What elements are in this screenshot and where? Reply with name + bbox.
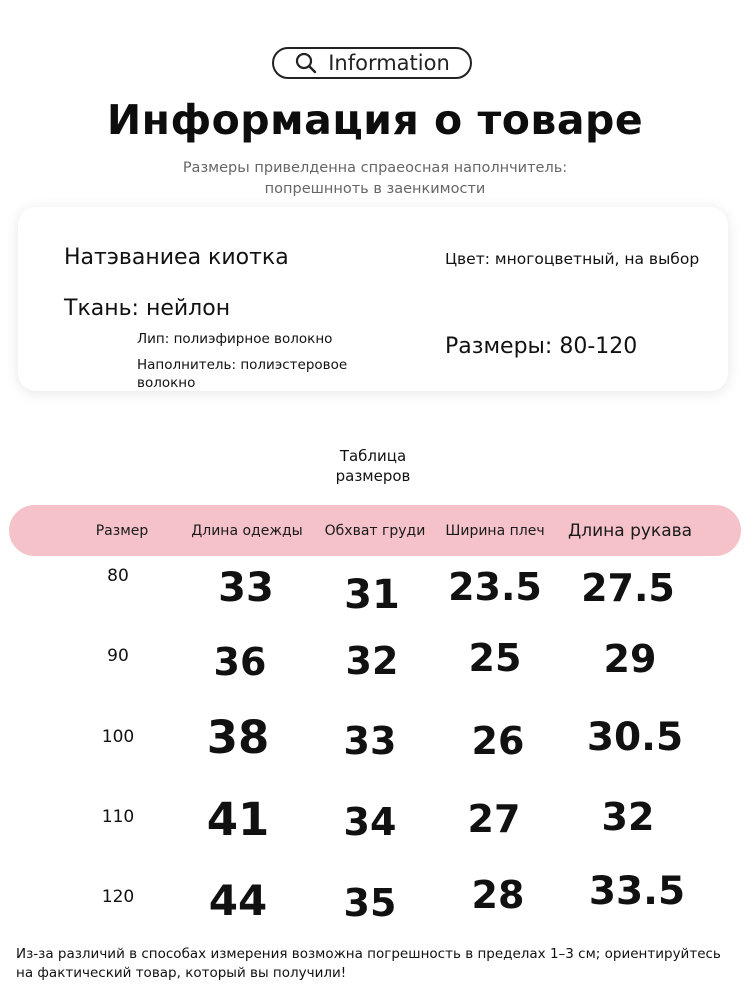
table-cell-size: 100 <box>101 727 135 747</box>
table-cell-size: 90 <box>107 646 129 666</box>
information-pill <box>272 47 472 79</box>
product-color: Цвет: многоцветный, на выбор <box>445 250 700 268</box>
table-cell-length: 38 <box>206 711 270 764</box>
table-cell-shoulder: 26 <box>471 719 525 763</box>
table-cell-length: 36 <box>213 640 267 684</box>
table-cell-shoulder: 25 <box>468 636 522 680</box>
subtitle <box>0 158 750 200</box>
product-name: Натэваниеа киотка <box>64 245 289 270</box>
table-cell-length: 44 <box>208 876 268 925</box>
table-cell-shoulder: 23.5 <box>448 565 542 609</box>
table-cell-sleeve: 33.5 <box>588 869 686 914</box>
table-cell-chest: 34 <box>343 800 397 844</box>
column-header-length: Длина одежды <box>191 522 303 539</box>
page-title: Информация о товаре <box>106 96 644 144</box>
table-cell-length: 41 <box>206 793 270 846</box>
table-cell-length: 33 <box>218 565 274 611</box>
caption-line-1: Таблица <box>339 447 407 465</box>
table-cell-sleeve: 27.5 <box>581 566 675 610</box>
column-header-sleeve: Длина рукава <box>567 520 693 541</box>
measurement-note: Из-за различий в способах измерения возможна погрешность в пределах 1–3 см; ориентируйтесь на фактический товар, который вы получили! <box>16 946 721 981</box>
size-table-header <box>9 505 741 556</box>
column-header-size: Размер <box>95 522 149 539</box>
table-cell-shoulder: 27 <box>467 797 521 841</box>
table-cell-size: 120 <box>101 887 135 907</box>
product-filler: Наполнитель: полиэстеровое волокно <box>137 357 348 391</box>
table-cell-size: 80 <box>107 566 129 586</box>
table-cell-sleeve: 32 <box>601 795 655 839</box>
column-header-chest: Обхват груди <box>324 522 426 539</box>
column-header-shoulder: Ширина плеч <box>445 522 545 539</box>
table-cell-shoulder: 28 <box>471 873 525 917</box>
search-icon <box>294 51 318 75</box>
table-cell-sleeve: 30.5 <box>586 715 684 760</box>
caption-line-2: размеров <box>335 467 411 485</box>
table-cell-chest: 33 <box>343 719 397 763</box>
product-sizes: Размеры: 80-120 <box>445 334 638 359</box>
table-cell-sleeve: 29 <box>603 637 657 681</box>
size-table-caption <box>318 446 428 486</box>
subtitle-line-1: Размерьı привелденна спраеосная наполнчитель: <box>182 160 568 176</box>
subtitle-line-2: попрешнноть в заенкимости <box>264 181 486 197</box>
table-cell-chest: 31 <box>344 572 400 618</box>
table-cell-size: 110 <box>101 807 135 827</box>
product-info-card <box>18 207 728 391</box>
product-fabric: Ткань: нейлон <box>64 296 231 321</box>
table-cell-chest: 32 <box>345 639 399 683</box>
table-cell-chest: 35 <box>343 881 397 925</box>
pill-label: Information <box>328 51 450 75</box>
product-lining: Лип: полиэфирное волокно <box>137 331 333 347</box>
